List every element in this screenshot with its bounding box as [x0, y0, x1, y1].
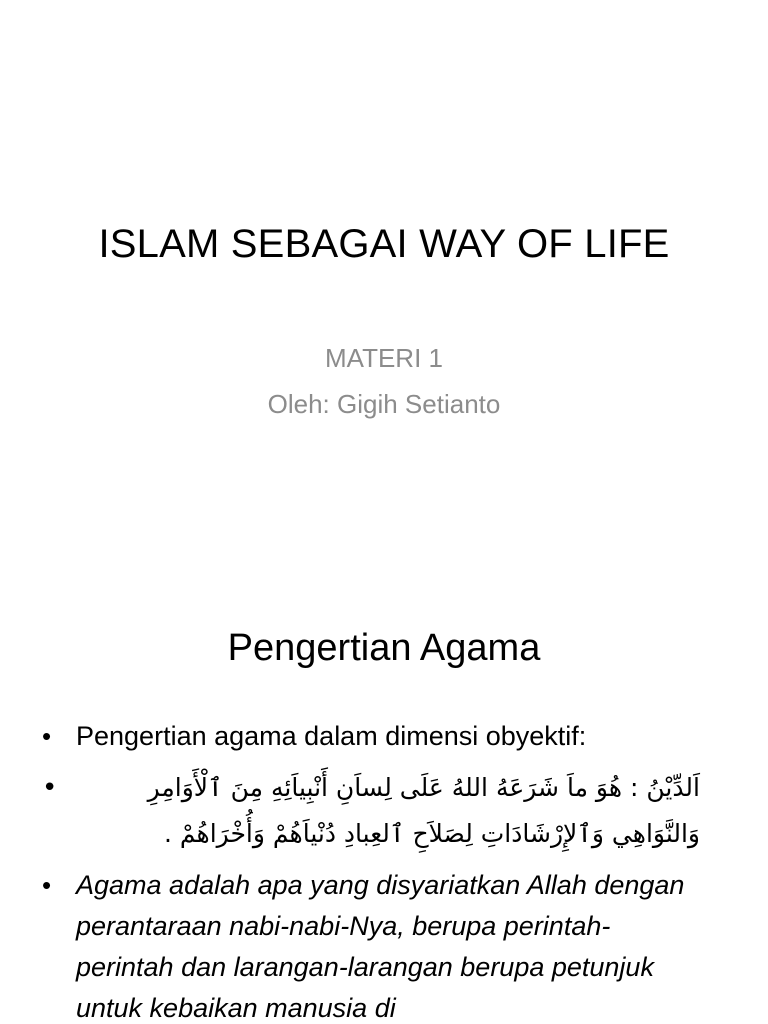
bullet-text: Pengertian agama dalam dimensi obyektif:	[76, 721, 587, 751]
bullet-list	[40, 716, 700, 1024]
slide-subtitle	[0, 335, 768, 427]
slide-pengertian-agama	[0, 576, 768, 1024]
subtitle-materi: MATERI 1	[325, 343, 443, 373]
section-heading: Pengertian Agama	[227, 627, 541, 669]
slide-title-heading: ISLAM SEBAGAI WAY OF LIFE	[98, 222, 670, 266]
bullet-item-definition-intro	[40, 716, 700, 757]
subtitle-author: Oleh: Gigih Setianto	[267, 389, 501, 419]
bullet-icon: •	[42, 870, 52, 900]
bullet-item-arabic-definition	[40, 765, 700, 857]
bullet-text-translation: Agama adalah apa yang disyariatkan Allah dengan perantaraan nabi-nabi-Nya, berupa perintah-perintah dan larangan-larangan berupa petunjuk untuk kebaikan manusia di	[76, 870, 685, 1023]
bullet-text-arabic: اَلدِّيْنُ : هُوَ ماَ شَرَعَهُ اللهُ عَلَى لِساَنِ أَنْبِياَئِهِ مِنَ ٱلْأَوَامِرِ وَالنَّوَاهِي وَٱلإِرْشَادَاتِ لِصَلاَحِ ٱلعِبادِ دُنْياَهُمْ وَأُخْرَاهُمْ .	[147, 773, 700, 848]
bullet-item-translation	[40, 865, 700, 1024]
bullet-icon: •	[42, 721, 52, 751]
bullet-icon: •	[42, 773, 58, 803]
